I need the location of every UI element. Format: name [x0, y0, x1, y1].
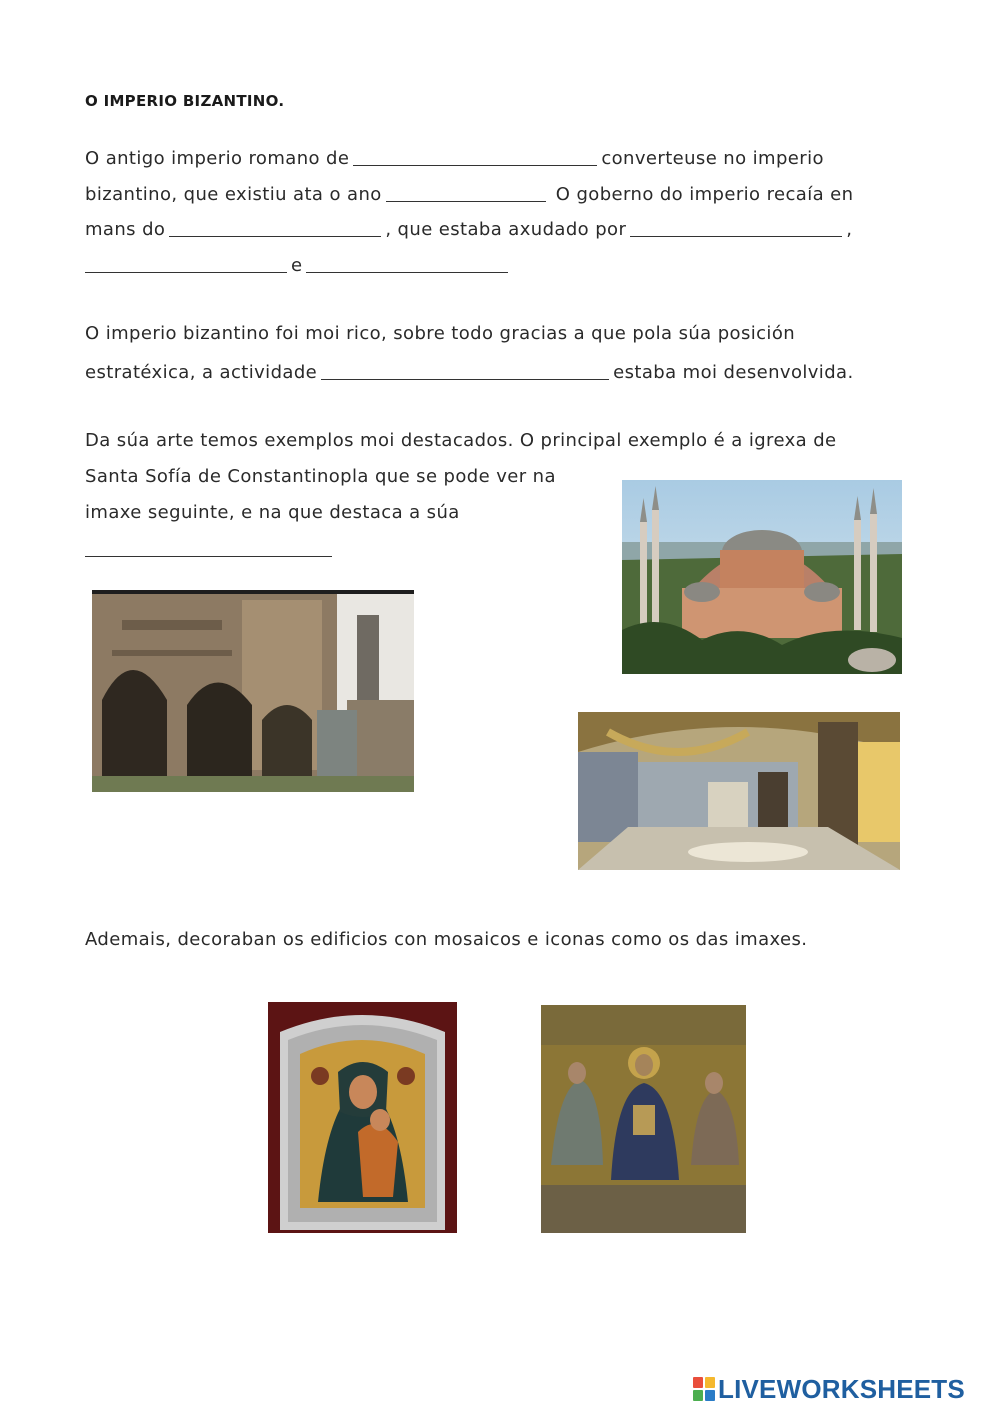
blank-end-year[interactable]	[386, 183, 546, 202]
paragraph-3-line-1: Da súa arte temos exemplos moi destacados. O principal exemplo é a igrexa de	[85, 430, 837, 451]
text: bizantino, que existiu ata o ano	[85, 184, 382, 205]
paragraph-3-line-3: imaxe seguinte, e na que destaca a súa	[85, 502, 460, 523]
paragraph-4: Ademais, decoraban os edificios con mosaicos e iconas como os das imaxes.	[85, 929, 808, 950]
hagia-sophia-exterior-photo	[622, 480, 902, 674]
interior-gallery-photo	[578, 712, 900, 870]
text: O goberno do imperio recaía en	[555, 184, 854, 205]
blank-roman-empire[interactable]	[353, 147, 597, 166]
text: ,	[846, 219, 853, 240]
liveworksheets-mark-icon	[693, 1377, 715, 1401]
blank-helper-1[interactable]	[630, 218, 842, 237]
text: e	[291, 255, 303, 276]
blank-feature[interactable]	[85, 538, 332, 557]
text: converteuse no imperio	[601, 148, 824, 169]
blank-helper-2[interactable]	[85, 254, 287, 273]
blank-ruler[interactable]	[169, 218, 381, 237]
page-title: O IMPERIO BIZANTINO.	[85, 92, 285, 110]
mosaic-photo	[541, 1005, 746, 1233]
paragraph-2-line-2	[85, 359, 854, 383]
paragraph-3-line-2: Santa Sofía de Constantinopla que se pode ver na	[85, 466, 556, 487]
text: estratéxica, a actividade	[85, 362, 318, 383]
text: , que estaba axudado por	[385, 219, 627, 240]
paragraph-1-line-4	[85, 252, 512, 276]
stone-arches-photo	[92, 590, 414, 792]
blank-activity[interactable]	[321, 361, 609, 380]
paragraph-3-line-4	[85, 536, 336, 560]
virgin-icon-photo	[268, 1002, 457, 1233]
paragraph-2-line-1: O imperio bizantino foi moi rico, sobre todo gracias a que pola súa posición	[85, 323, 796, 344]
text: mans do	[85, 219, 166, 240]
paragraph-1-line-1	[85, 145, 824, 169]
brand-name: LIVEWORKSHEETS	[718, 1373, 965, 1404]
blank-helper-3[interactable]	[306, 254, 508, 273]
paragraph-1-line-2	[85, 181, 853, 205]
text: O antigo imperio romano de	[85, 148, 350, 169]
paragraph-1-line-3	[85, 216, 852, 240]
liveworksheets-logo	[693, 1374, 965, 1404]
text: estaba moi desenvolvida.	[613, 362, 854, 383]
